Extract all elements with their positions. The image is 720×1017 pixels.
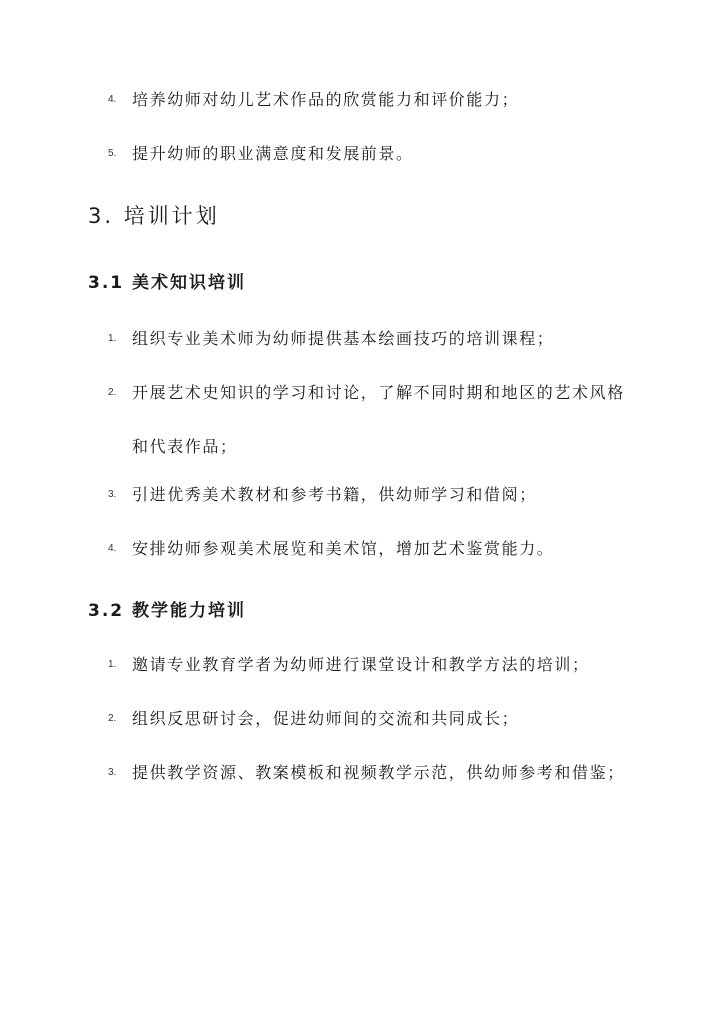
list-number: 3. bbox=[108, 489, 117, 500]
list-number: 4. bbox=[108, 94, 117, 105]
subsection-title: 3.2 教学能力培训 bbox=[88, 601, 247, 621]
list-number: 2. bbox=[108, 387, 117, 398]
list-item bbox=[108, 638, 628, 692]
list-number: 5. bbox=[108, 148, 117, 159]
list-item bbox=[108, 312, 628, 366]
subsection-title: 3.1 美术知识培训 bbox=[88, 273, 247, 293]
list-number: 1. bbox=[108, 659, 117, 670]
list-number: 1. bbox=[108, 333, 117, 344]
list-text: 邀请专业教育学者为幼师进行课堂设计和教学方法的培训； bbox=[132, 655, 590, 674]
list-number: 4. bbox=[108, 543, 117, 554]
list-text: 组织专业美术师为幼师提供基本绘画技巧的培训课程； bbox=[132, 329, 555, 348]
list-item bbox=[108, 746, 628, 800]
list-item bbox=[108, 73, 628, 127]
list-text: 培养幼师对幼儿艺术作品的欣赏能力和评价能力； bbox=[132, 90, 520, 109]
list-text: 引进优秀美术教材和参考书籍，供幼师学习和借阅； bbox=[132, 485, 537, 504]
list-text: 提供教学资源、教案模板和视频教学示范，供幼师参考和借鉴； bbox=[132, 763, 625, 782]
list-item bbox=[108, 522, 628, 576]
section-title: 3. 培训计划 bbox=[88, 204, 220, 228]
list-text: 组织反思研讨会，促进幼师间的交流和共同成长； bbox=[132, 709, 520, 728]
list-item bbox=[108, 127, 628, 181]
list-item bbox=[108, 468, 628, 522]
list-text: 开展艺术史知识的学习和讨论，了解不同时期和地区的艺术风格和代表作品； bbox=[132, 383, 625, 456]
list-number: 3. bbox=[108, 767, 117, 778]
list-number: 2. bbox=[108, 713, 117, 724]
list-item bbox=[108, 692, 628, 746]
list-item bbox=[108, 366, 628, 474]
list-text: 提升幼师的职业满意度和发展前景。 bbox=[132, 144, 414, 163]
list-text: 安排幼师参观美术展览和美术馆，增加艺术鉴赏能力。 bbox=[132, 539, 555, 558]
